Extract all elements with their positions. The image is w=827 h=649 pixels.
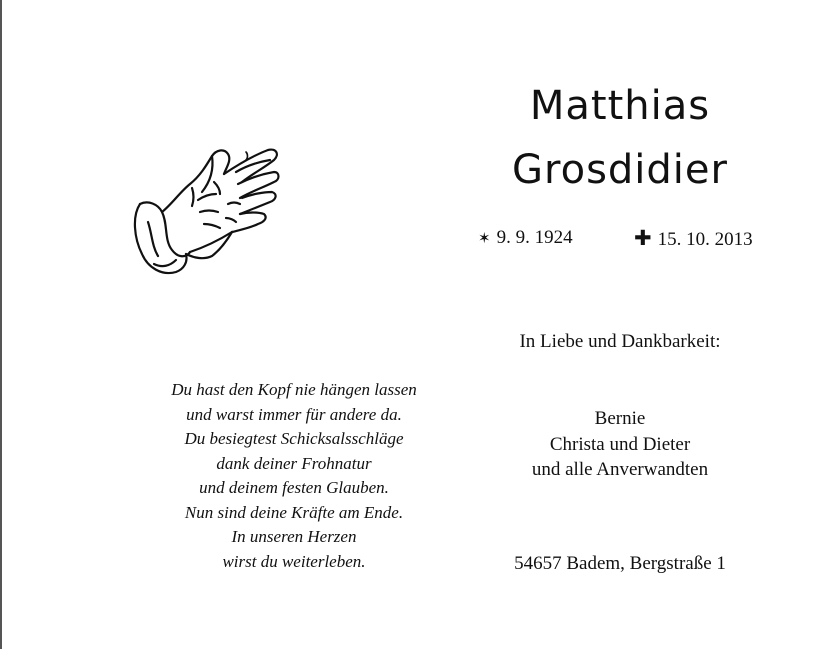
- mourners-list: [470, 406, 770, 483]
- praying-hands-icon: [128, 142, 282, 282]
- poem-line: dank deiner Frohnatur: [216, 453, 372, 473]
- birth-date-line: [478, 226, 573, 250]
- poem-line: wirst du weiterleben.: [222, 551, 366, 571]
- death-cross-icon: ✚: [634, 226, 652, 250]
- family-address: 54657 Badem, Bergstraße 1: [514, 553, 726, 574]
- page-edge-divider: [0, 0, 2, 649]
- poem-line: und deinem festen Glauben.: [199, 478, 389, 497]
- poem-line: und warst immer für andere da.: [186, 404, 402, 424]
- memorial-poem: [60, 378, 528, 574]
- poem-line: Du hast den Kopf nie hängen lassen: [171, 380, 417, 399]
- deceased-first-name: Matthias: [529, 83, 711, 129]
- birth-star-icon: ✶: [478, 229, 491, 247]
- poem-line: Du besiegtest Schicksalsschläge: [184, 429, 404, 448]
- death-date: 15. 10. 2013: [657, 229, 753, 250]
- death-date-line: [634, 226, 753, 252]
- mourner-name: Christa und Dieter: [549, 433, 691, 455]
- birth-date: 9. 9. 1924: [496, 227, 573, 248]
- mourners-heading: In Liebe und Dankbarkeit:: [519, 331, 721, 352]
- deceased-last-name: Grosdidier: [512, 147, 728, 193]
- poem-line: In unseren Herzen: [231, 527, 357, 546]
- mourner-name: und alle Anverwandten: [531, 459, 709, 480]
- mourner-name: Bernie: [594, 408, 646, 429]
- poem-line: Nun sind deine Kräfte am Ende.: [184, 502, 404, 522]
